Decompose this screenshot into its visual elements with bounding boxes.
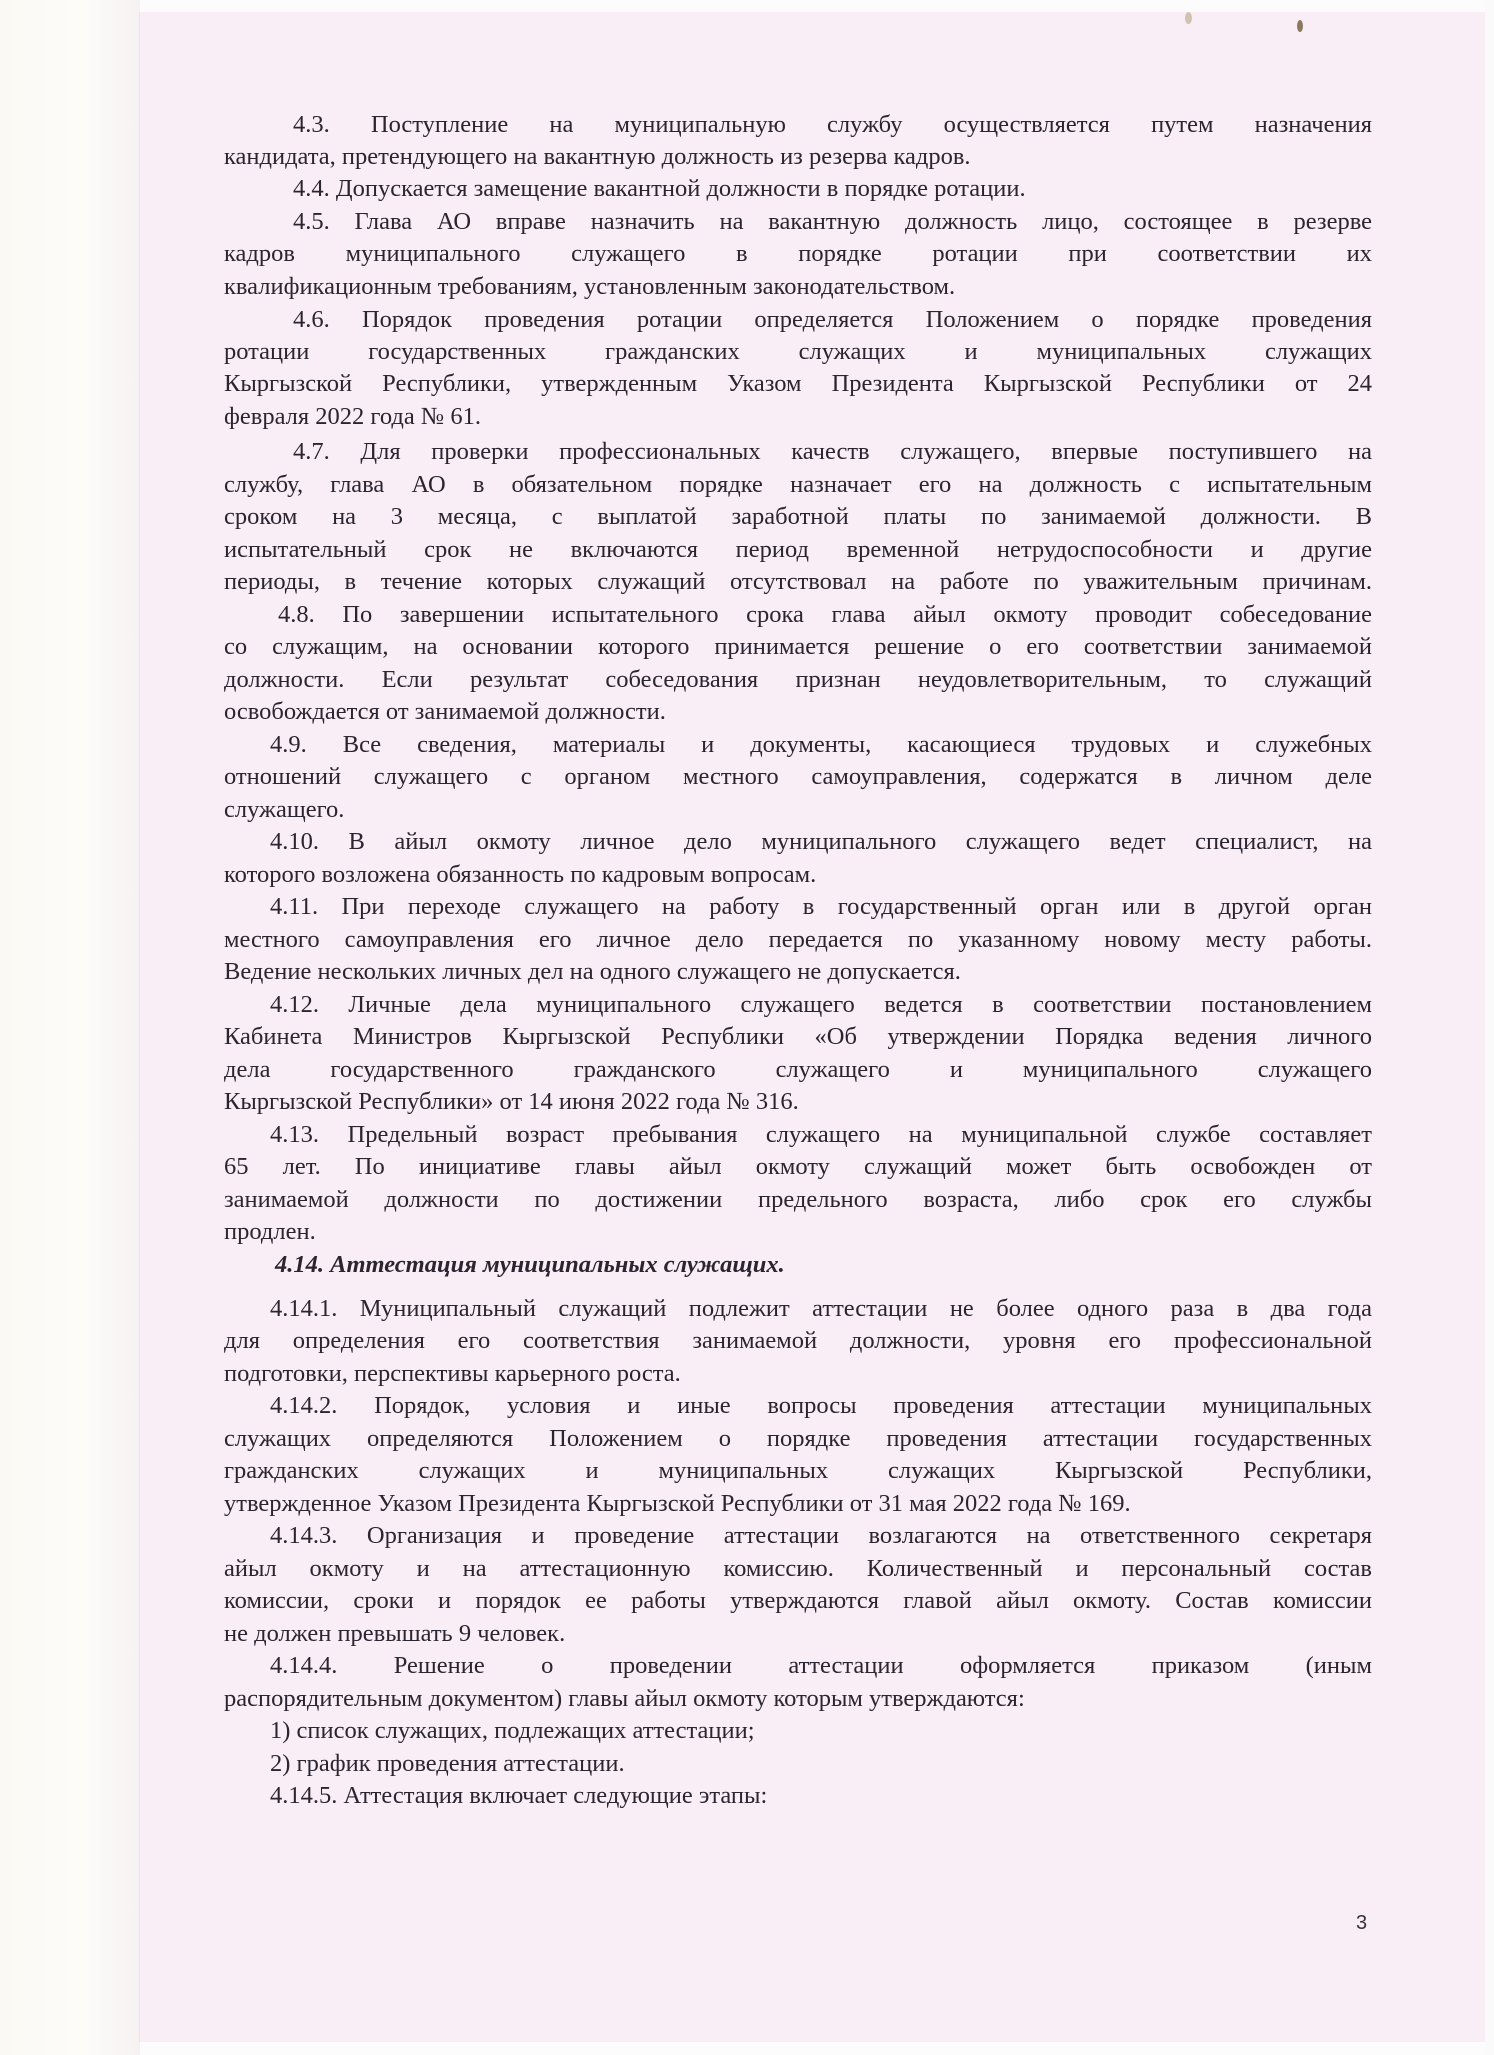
paragraph-4-13-line-3: занимаемой должности по достижении предельного возраста, либо срок его службы [224, 1186, 1372, 1213]
paragraph-4-14-2-line-3: гражданских служащих и муниципальных служащих Кыргызской Республики, [224, 1457, 1372, 1484]
paragraph-4-5-line-2: кадров муниципального служащего в порядке ротации при соответствии их [224, 240, 1372, 267]
paragraph-4-11-line-2: местного самоуправления его личное дело передается по указанному новому месту работы. [224, 926, 1372, 953]
paragraph-4-3-line-1: 4.3. Поступление на муниципальную службу осуществляется путем назначения [293, 111, 1372, 138]
paragraph-4-14-3-line-3: комиссии, сроки и порядок ее работы утверждаются главой айыл окмоту. Состав комиссии [224, 1587, 1372, 1614]
paragraph-4-12-line-3: дела государственного гражданского служащего и муниципального служащего [224, 1056, 1372, 1083]
paragraph-4-9-line-3: служащего. [224, 796, 345, 823]
paragraph-4-5-line-1: 4.5. Глава АО вправе назначить на вакантную должность лицо, состоящее в резерве [293, 208, 1372, 235]
paragraph-4-14-2-line-2: служащих определяются Положением о порядке проведения аттестации государственных [224, 1425, 1372, 1452]
paragraph-4-5-line-3: квалификационным требованиям, установленным законодательством. [224, 273, 956, 300]
paragraph-4-11-line-1: 4.11. При переходе служащего на работу в государственный орган или в другой орган [270, 893, 1372, 920]
paragraph-4-10-line-1: 4.10. В айыл окмоту личное дело муниципального служащего ведет специалист, на [270, 828, 1372, 855]
paragraph-4-14-2-line-1: 4.14.2. Порядок, условия и иные вопросы проведения аттестации муниципальных [270, 1392, 1372, 1419]
paragraph-4-13-line-4: продлен. [224, 1218, 316, 1245]
list-item-1: 1) список служащих, подлежащих аттестации; [270, 1717, 755, 1744]
paragraph-4-8-line-4: освобождается от занимаемой должности. [224, 698, 666, 725]
scan-right-edge [1485, 0, 1494, 2055]
paragraph-4-6-line-4: февраля 2022 года № 61. [224, 403, 481, 430]
paragraph-4-14-4-line-2: распорядительным документом) главы айыл окмоту которым утверждаются: [224, 1685, 1025, 1712]
paragraph-4-14-3-line-4: не должен превышать 9 человек. [224, 1620, 566, 1647]
paragraph-4-8-line-2: со служащим, на основании которого принимается решение о его соответствии занимаемой [224, 633, 1372, 660]
paragraph-4-7-line-4: испытательный срок не включаются период временной нетрудоспособности и другие [224, 536, 1372, 563]
paragraph-4-9-line-1: 4.9. Все сведения, материалы и документы, касающиеся трудовых и служебных [270, 731, 1372, 758]
paragraph-4-14-4-line-1: 4.14.4. Решение о проведении аттестации оформляется приказом (иным [270, 1652, 1372, 1679]
paragraph-4-10-line-2: которого возложена обязанность по кадровым вопросам. [224, 861, 817, 888]
paragraph-4-14-5-line-1: 4.14.5. Аттестация включает следующие этапы: [270, 1782, 768, 1809]
paragraph-4-8-line-1: 4.8. По завершении испытательного срока глава айыл окмоту проводит собеседование [278, 601, 1372, 628]
paragraph-4-7-line-5: периоды, в течение которых служащий отсутствовал на работе по уважительным причинам. [224, 568, 1372, 595]
paragraph-4-14-1-line-3: подготовки, перспективы карьерного роста. [224, 1360, 681, 1387]
page-number: 3 [1356, 1912, 1368, 1934]
paragraph-4-6-line-2: ротации государственных гражданских служащих и муниципальных служащих [224, 338, 1372, 365]
paragraph-4-14-3-line-2: айыл окмоту и на аттестационную комиссию. Количественный и персональный состав [224, 1555, 1372, 1582]
paragraph-4-8-line-3: должности. Если результат собеседования признан неудовлетворительным, то служащий [224, 666, 1372, 693]
paragraph-4-3-line-2: кандидата, претендующего на вакантную должность из резерва кадров. [224, 143, 971, 170]
paragraph-4-6-line-1: 4.6. Порядок проведения ротации определяется Положением о порядке проведения [293, 306, 1372, 333]
paragraph-4-12-line-2: Кабинета Министров Кыргызской Республики «Об утверждении Порядка ведения личного [224, 1023, 1372, 1050]
paragraph-4-14-3-line-1: 4.14.3. Организация и проведение аттестации возлагаются на ответственного секретаря [270, 1522, 1372, 1549]
section-heading-4-14: 4.14. Аттестация муниципальных служащих. [275, 1251, 785, 1278]
paragraph-4-13-line-2: 65 лет. По инициативе главы айыл окмоту служащий может быть освобожден от [224, 1153, 1372, 1180]
paragraph-4-14-1-line-1: 4.14.1. Муниципальный служащий подлежит аттестации не более одного раза в два года [270, 1295, 1372, 1322]
list-item-2: 2) график проведения аттестации. [270, 1750, 625, 1777]
paragraph-4-6-line-3: Кыргызской Республики, утвержденным Указом Президента Кыргызской Республики от 24 [224, 370, 1372, 397]
scan-left-margin [0, 0, 140, 2055]
paragraph-4-4-line-1: 4.4. Допускается замещение вакантной должности в порядке ротации. [293, 175, 1026, 202]
paragraph-4-13-line-1: 4.13. Предельный возраст пребывания служащего на муниципальной службе составляет [270, 1121, 1372, 1148]
paragraph-4-14-1-line-2: для определения его соответствия занимаемой должности, уровня его профессиональной [224, 1327, 1372, 1354]
paragraph-4-7-line-2: службу, глава АО в обязательном порядке назначает его на должность с испытательным [224, 471, 1372, 498]
scan-speck [1297, 20, 1303, 32]
paragraph-4-7-line-3: сроком на 3 месяца, с выплатой заработной платы по занимаемой должности. В [224, 503, 1372, 530]
scan-speck [1185, 12, 1192, 24]
paragraph-4-14-2-line-4: утвержденное Указом Президента Кыргызской Республики от 31 мая 2022 года № 169. [224, 1490, 1131, 1517]
paragraph-4-9-line-2: отношений служащего с органом местного самоуправления, содержатся в личном деле [224, 763, 1372, 790]
paragraph-4-12-line-4: Кыргызской Республики» от 14 июня 2022 года № 316. [224, 1088, 799, 1115]
paragraph-4-11-line-3: Ведение нескольких личных дел на одного служащего не допускается. [224, 958, 961, 985]
paragraph-4-7-line-1: 4.7. Для проверки профессиональных качеств служащего, впервые поступившего на [293, 438, 1372, 465]
paragraph-4-12-line-1: 4.12. Личные дела муниципального служащего ведется в соответствии постановлением [270, 991, 1372, 1018]
